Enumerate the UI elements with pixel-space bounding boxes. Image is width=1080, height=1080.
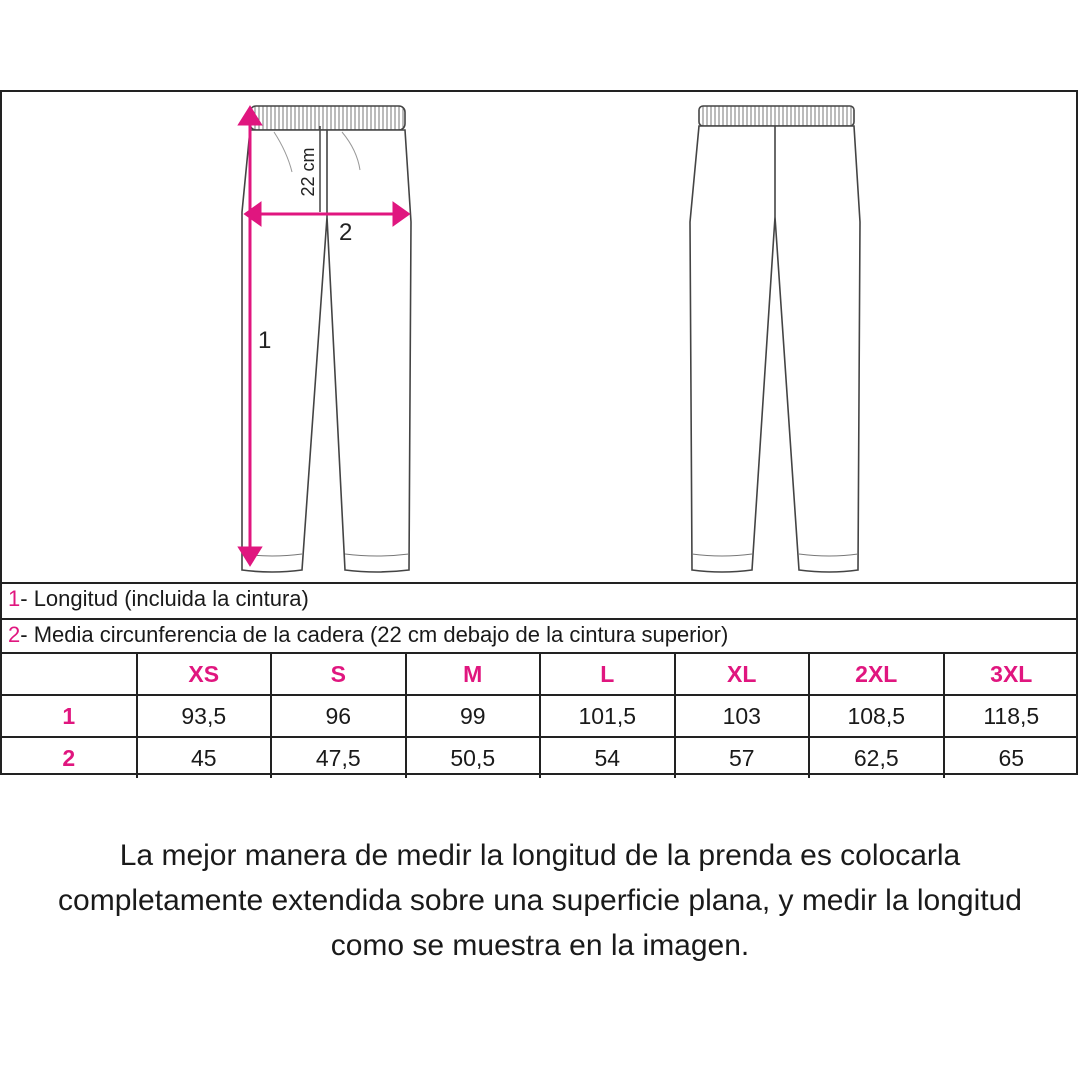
header-cell-3xl: 3XL xyxy=(944,653,1079,695)
table-cell: 47,5 xyxy=(271,737,406,778)
table-cell: 101,5 xyxy=(540,695,675,737)
table-cell: 93,5 xyxy=(137,695,272,737)
header-cell-m: M xyxy=(406,653,541,695)
size-chart-sheet xyxy=(0,90,1078,775)
table-cell: 103 xyxy=(675,695,810,737)
legend-text: - Media circunferencia de la cadera (22 cm debajo de la cintura superior) xyxy=(20,622,729,647)
table-cell: 54 xyxy=(540,737,675,778)
front-waistband xyxy=(250,106,405,130)
table-cell: 45 xyxy=(137,737,272,778)
table-cell: 118,5 xyxy=(944,695,1079,737)
table-row xyxy=(2,737,1078,778)
table-cell: 62,5 xyxy=(809,737,944,778)
legend-item-length xyxy=(2,582,1078,616)
legend-text: - Longitud (incluida la cintura) xyxy=(20,586,309,611)
header-cell-empty xyxy=(2,653,137,695)
header-cell-xl: XL xyxy=(675,653,810,695)
legend-number: 1 xyxy=(8,586,21,611)
measure-1-label: 1 xyxy=(258,327,272,354)
back-waistband xyxy=(699,106,854,126)
table-cell: 99 xyxy=(406,695,541,737)
header-cell-xs: XS xyxy=(137,653,272,695)
table-cell: 108,5 xyxy=(809,695,944,737)
table-row xyxy=(2,695,1078,737)
row-label: 2 xyxy=(2,737,137,778)
pants-diagram xyxy=(2,92,1078,582)
size-table-header-row xyxy=(2,653,1078,695)
size-table xyxy=(2,652,1078,778)
hip-offset-label: 22 cm xyxy=(298,147,318,197)
legend-item-hip xyxy=(2,618,1078,652)
header-cell-l: L xyxy=(540,653,675,695)
row-label: 1 xyxy=(2,695,137,737)
table-cell: 57 xyxy=(675,737,810,778)
table-cell: 50,5 xyxy=(406,737,541,778)
header-cell-2xl: 2XL xyxy=(809,653,944,695)
table-cell: 65 xyxy=(944,737,1079,778)
back-pants-drawing xyxy=(690,106,860,572)
legend-number: 2 xyxy=(8,622,21,647)
garment-illustrations xyxy=(2,92,1078,582)
measuring-instructions: La mejor manera de medir la longitud de la prenda es colocarla completamente extendida sobre una superficie plana, y medir la longitud como se muestra en la imagen. xyxy=(58,839,1022,962)
header-cell-s: S xyxy=(271,653,406,695)
table-cell: 96 xyxy=(271,695,406,737)
measure-2-label: 2 xyxy=(339,219,353,246)
